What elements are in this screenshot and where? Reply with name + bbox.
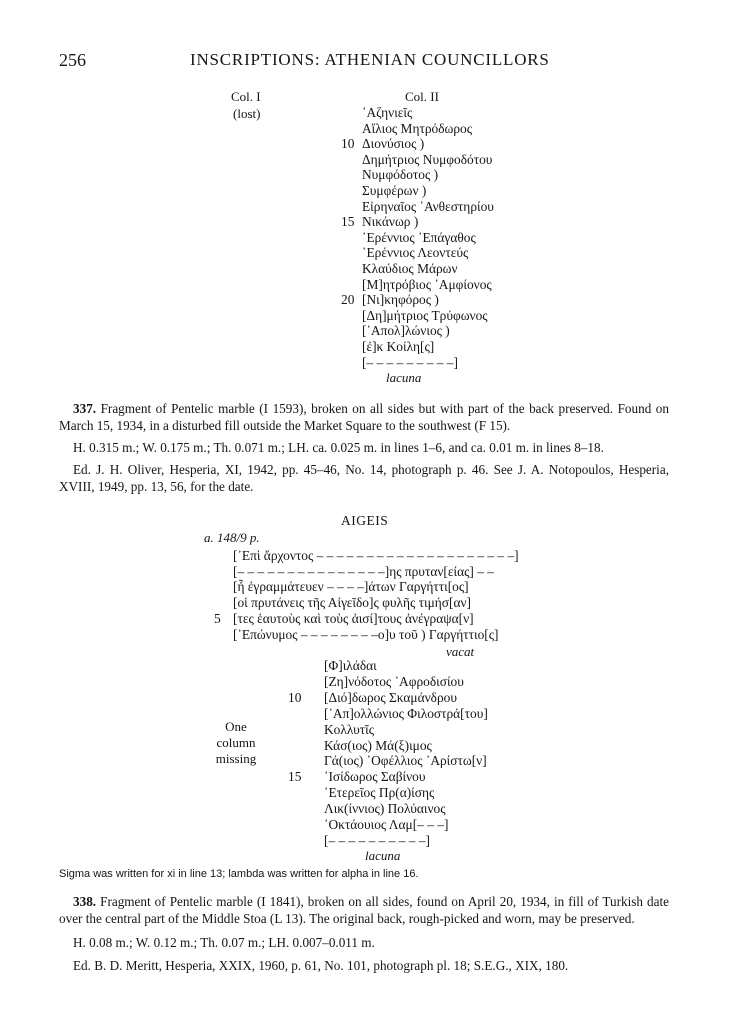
entry-338-edition: Ed. B. D. Meritt, Hesperia, XXIX, 1960, p. 61, No. 101, photograph pl. 18; S.E.G., XIX, 180. [73, 958, 569, 973]
inscription-line: Κολλυτῖς [324, 721, 375, 737]
inscription-line: ᾿Αζηνιεῖς [362, 105, 413, 120]
entry-337-edition: Ed. J. H. Oliver, Hesperia, XI, 1942, pp. 45–46, No. 14, photograph p. 46. See J. A. Notopoulos, Hesperia, XVIII, 1949, pp. 13, 56, for the date. [59, 462, 669, 494]
inscription-line: [ἐ]κ Κοίλη[ς] [362, 339, 435, 354]
inscription-line: ῾Ερέννιος ᾿Επάγαθος [362, 229, 476, 245]
lacuna-label-2: lacuna [365, 848, 401, 863]
inscription-line: ῾Ερέννιος Λεοντεύς [362, 245, 469, 261]
inscription-line: Νυμφόδοτος ) [362, 167, 439, 183]
line-number: 5 [214, 610, 221, 626]
line-number: 10 [341, 136, 355, 152]
entry-338-dimensions: H. 0.08 m.; W. 0.12 m.; Th. 0.07 m.; LH. 0.007–0.011 m. [73, 935, 375, 950]
entry-337-number: 337. [73, 401, 97, 416]
entry-337-description [59, 400, 669, 434]
inscription-line: ῾Ετερεῖος Πρ(α)ίσης [324, 785, 435, 801]
inscription-line: [– – – – – – – – – – – – – – –]ης πρυταν[είας] – – [233, 563, 494, 579]
inscription-line: [– – – – – – – – – –] [324, 832, 431, 848]
line-number: 15 [341, 214, 355, 230]
missing-column-note-line: One [225, 719, 247, 734]
missing-column-note-line: column [216, 735, 256, 750]
missing-column-note-line: missing [215, 751, 257, 766]
inscription-line: [᾿Επώνυμος – – – – – – – –ο]υ τοῦ ) Γαργήττιο[ς] [233, 626, 499, 642]
inscription-line: Διονύσιος ) [362, 136, 425, 152]
inscription-line: Εἰρηναῖος ᾿Ανθεστηρίου [362, 198, 494, 214]
inscription-line: Γά(ιος) ᾿Οφέλλιος ᾿Αρίστω[ν] [324, 753, 487, 769]
line-number: 10 [288, 689, 302, 705]
inscription-line: [οἱ πρυτάνεις τῆς Αἰγεῖδο]ς φυλῆς τιμήσ[αν] [233, 595, 471, 611]
inscription-line: Νικάνωρ ) [362, 214, 419, 230]
inscription-line: Δημήτριος Νυμφοδότου [362, 151, 493, 167]
inscription-line: [ἧ ἐγραμμάτευεν – – – –]άτων Γαργήττι[ος] [233, 579, 469, 595]
inscription-line: [᾿Απ]ολλώνιος Φιλοστρά[του] [324, 705, 488, 721]
line-number: 15 [288, 769, 302, 785]
inscription-line: Λικ(ίννιος) Πολύαινος [324, 801, 446, 817]
vacat-label: vacat [446, 644, 475, 659]
inscription-line: [Φ]ιλάδαι [324, 658, 377, 673]
inscription-line: [Διό]δωρος Σκαμάνδρου [324, 689, 457, 705]
running-title: INSCRIPTIONS: ATHENIAN COUNCILLORS [190, 50, 550, 69]
entry-337-dimensions: H. 0.315 m.; W. 0.175 m.; Th. 0.071 m.; LH. ca. 0.025 m. in lines 1–6, and ca. 0.01 m. in lines 8–18. [73, 440, 604, 455]
inscription-date: a. 148/9 p. [204, 530, 260, 545]
inscription-line: [Μ]ητρόβιος ᾿Αμφίονος [362, 276, 492, 292]
inscription-line: Κλαύδιος Μάρων [362, 261, 458, 276]
inscription-line: [– – – – – – – – –] [362, 354, 458, 370]
inscription-line: [᾿Απολ]λώνιος ) [362, 323, 450, 339]
inscription-line: ᾿Ισίδωρος Σαβίνου [324, 769, 426, 785]
col2-title: Col. II [405, 89, 439, 104]
footnote: Sigma was written for xi in line 13; lambda was written for alpha in line 16. [59, 868, 419, 880]
inscription-line: Συμφέρων ) [362, 183, 427, 198]
col1-note: (lost) [233, 106, 261, 121]
entry-337-text: Fragment of Pentelic marble (I 1593), broken on all sides but with part of the back preserved. Found on March 15, 1934, in a disturbed fill outside the Market Square to the southwest (F 15). [59, 401, 669, 433]
inscription-line: [Ζη]νόδοτος ᾿Αφροδισίου [324, 673, 464, 689]
line-number: 20 [341, 292, 355, 308]
col1-title: Col. I [231, 89, 261, 104]
inscription-line: [τες ἑαυτοὺς καὶ τοὺς ἀισί]τους ἀνέγραψα[ν] [233, 610, 474, 626]
entry-338-description [59, 893, 669, 927]
inscription-line: [Νι]κηφόρος ) [362, 292, 439, 308]
inscription-line: [᾿Επὶ ἄρχοντος – – – – – – – – – – – – – – – – – – – –] [233, 548, 519, 563]
inscription-line: Κάσ(ιος) Μά(ξ)ιμος [324, 737, 432, 753]
tribe-heading: AIGEIS [341, 513, 389, 528]
inscription-line: ᾿Οκτάουιος Λαμ[– – –] [324, 817, 449, 832]
inscription-line: Αἴλιος Μητρόδωρος [362, 120, 473, 136]
lacuna-label: lacuna [386, 370, 422, 385]
page-number: 256 [59, 50, 86, 70]
entry-338-number: 338. [73, 894, 97, 909]
inscription-line: [Δη]μήτριος Τρύφωνος [362, 307, 488, 323]
entry-338-text: Fragment of Pentelic marble (I 1841), broken on all sides, found on April 20, 1934, in fill of Turkish date over the central part of the Middle Stoa (L 13). The original back, rough-picked and worn, may be preserved. [59, 894, 669, 926]
